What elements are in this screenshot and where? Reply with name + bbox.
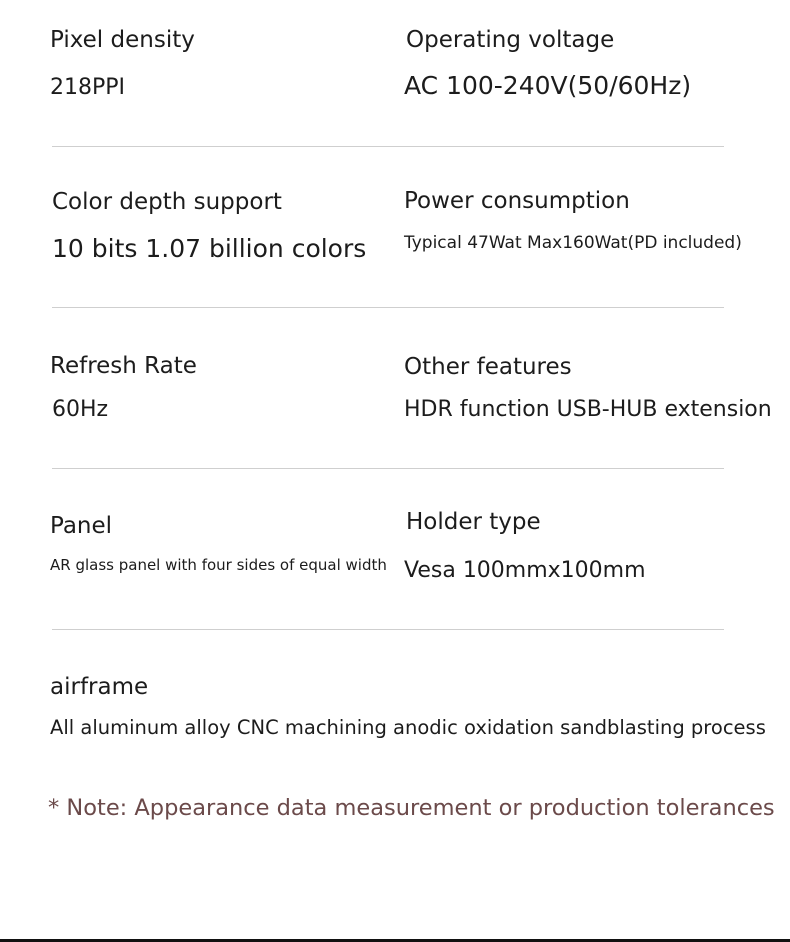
spec-label-color-depth: Color depth support [52, 189, 282, 215]
spec-value-panel: AR glass panel with four sides of equal width [50, 556, 387, 574]
spec-value-color-depth: 10 bits 1.07 billion colors [52, 234, 367, 263]
spec-label-operating-voltage: Operating voltage [406, 27, 615, 53]
spec-label-refresh-rate: Refresh Rate [50, 353, 197, 379]
spec-value-operating-voltage: AC 100-240V(50/60Hz) [404, 71, 692, 100]
divider [52, 468, 724, 469]
spec-value-power-consumption: Typical 47Wat Max160Wat(PD included) [404, 233, 742, 253]
spec-label-power-consumption: Power consumption [404, 188, 630, 214]
spec-label-holder-type: Holder type [406, 509, 541, 535]
spec-label-panel: Panel [50, 513, 113, 539]
spec-value-holder-type: Vesa 100mmx100mm [404, 558, 646, 583]
spec-value-refresh-rate: 60Hz [52, 397, 109, 422]
tolerance-note: * Note: Appearance data measurement or production tolerances [48, 795, 775, 821]
spec-label-pixel-density: Pixel density [50, 27, 195, 53]
spec-label-other-features: Other features [404, 354, 572, 380]
spec-value-pixel-density: 218PPI [50, 75, 126, 100]
divider [52, 146, 724, 147]
divider [52, 629, 724, 630]
spec-value-airframe: All aluminum alloy CNC machining anodic oxidation sandblasting process [50, 716, 766, 739]
spec-value-other-features: HDR function USB-HUB extension [404, 397, 772, 422]
spec-label-airframe: airframe [50, 674, 149, 700]
divider [52, 307, 724, 308]
